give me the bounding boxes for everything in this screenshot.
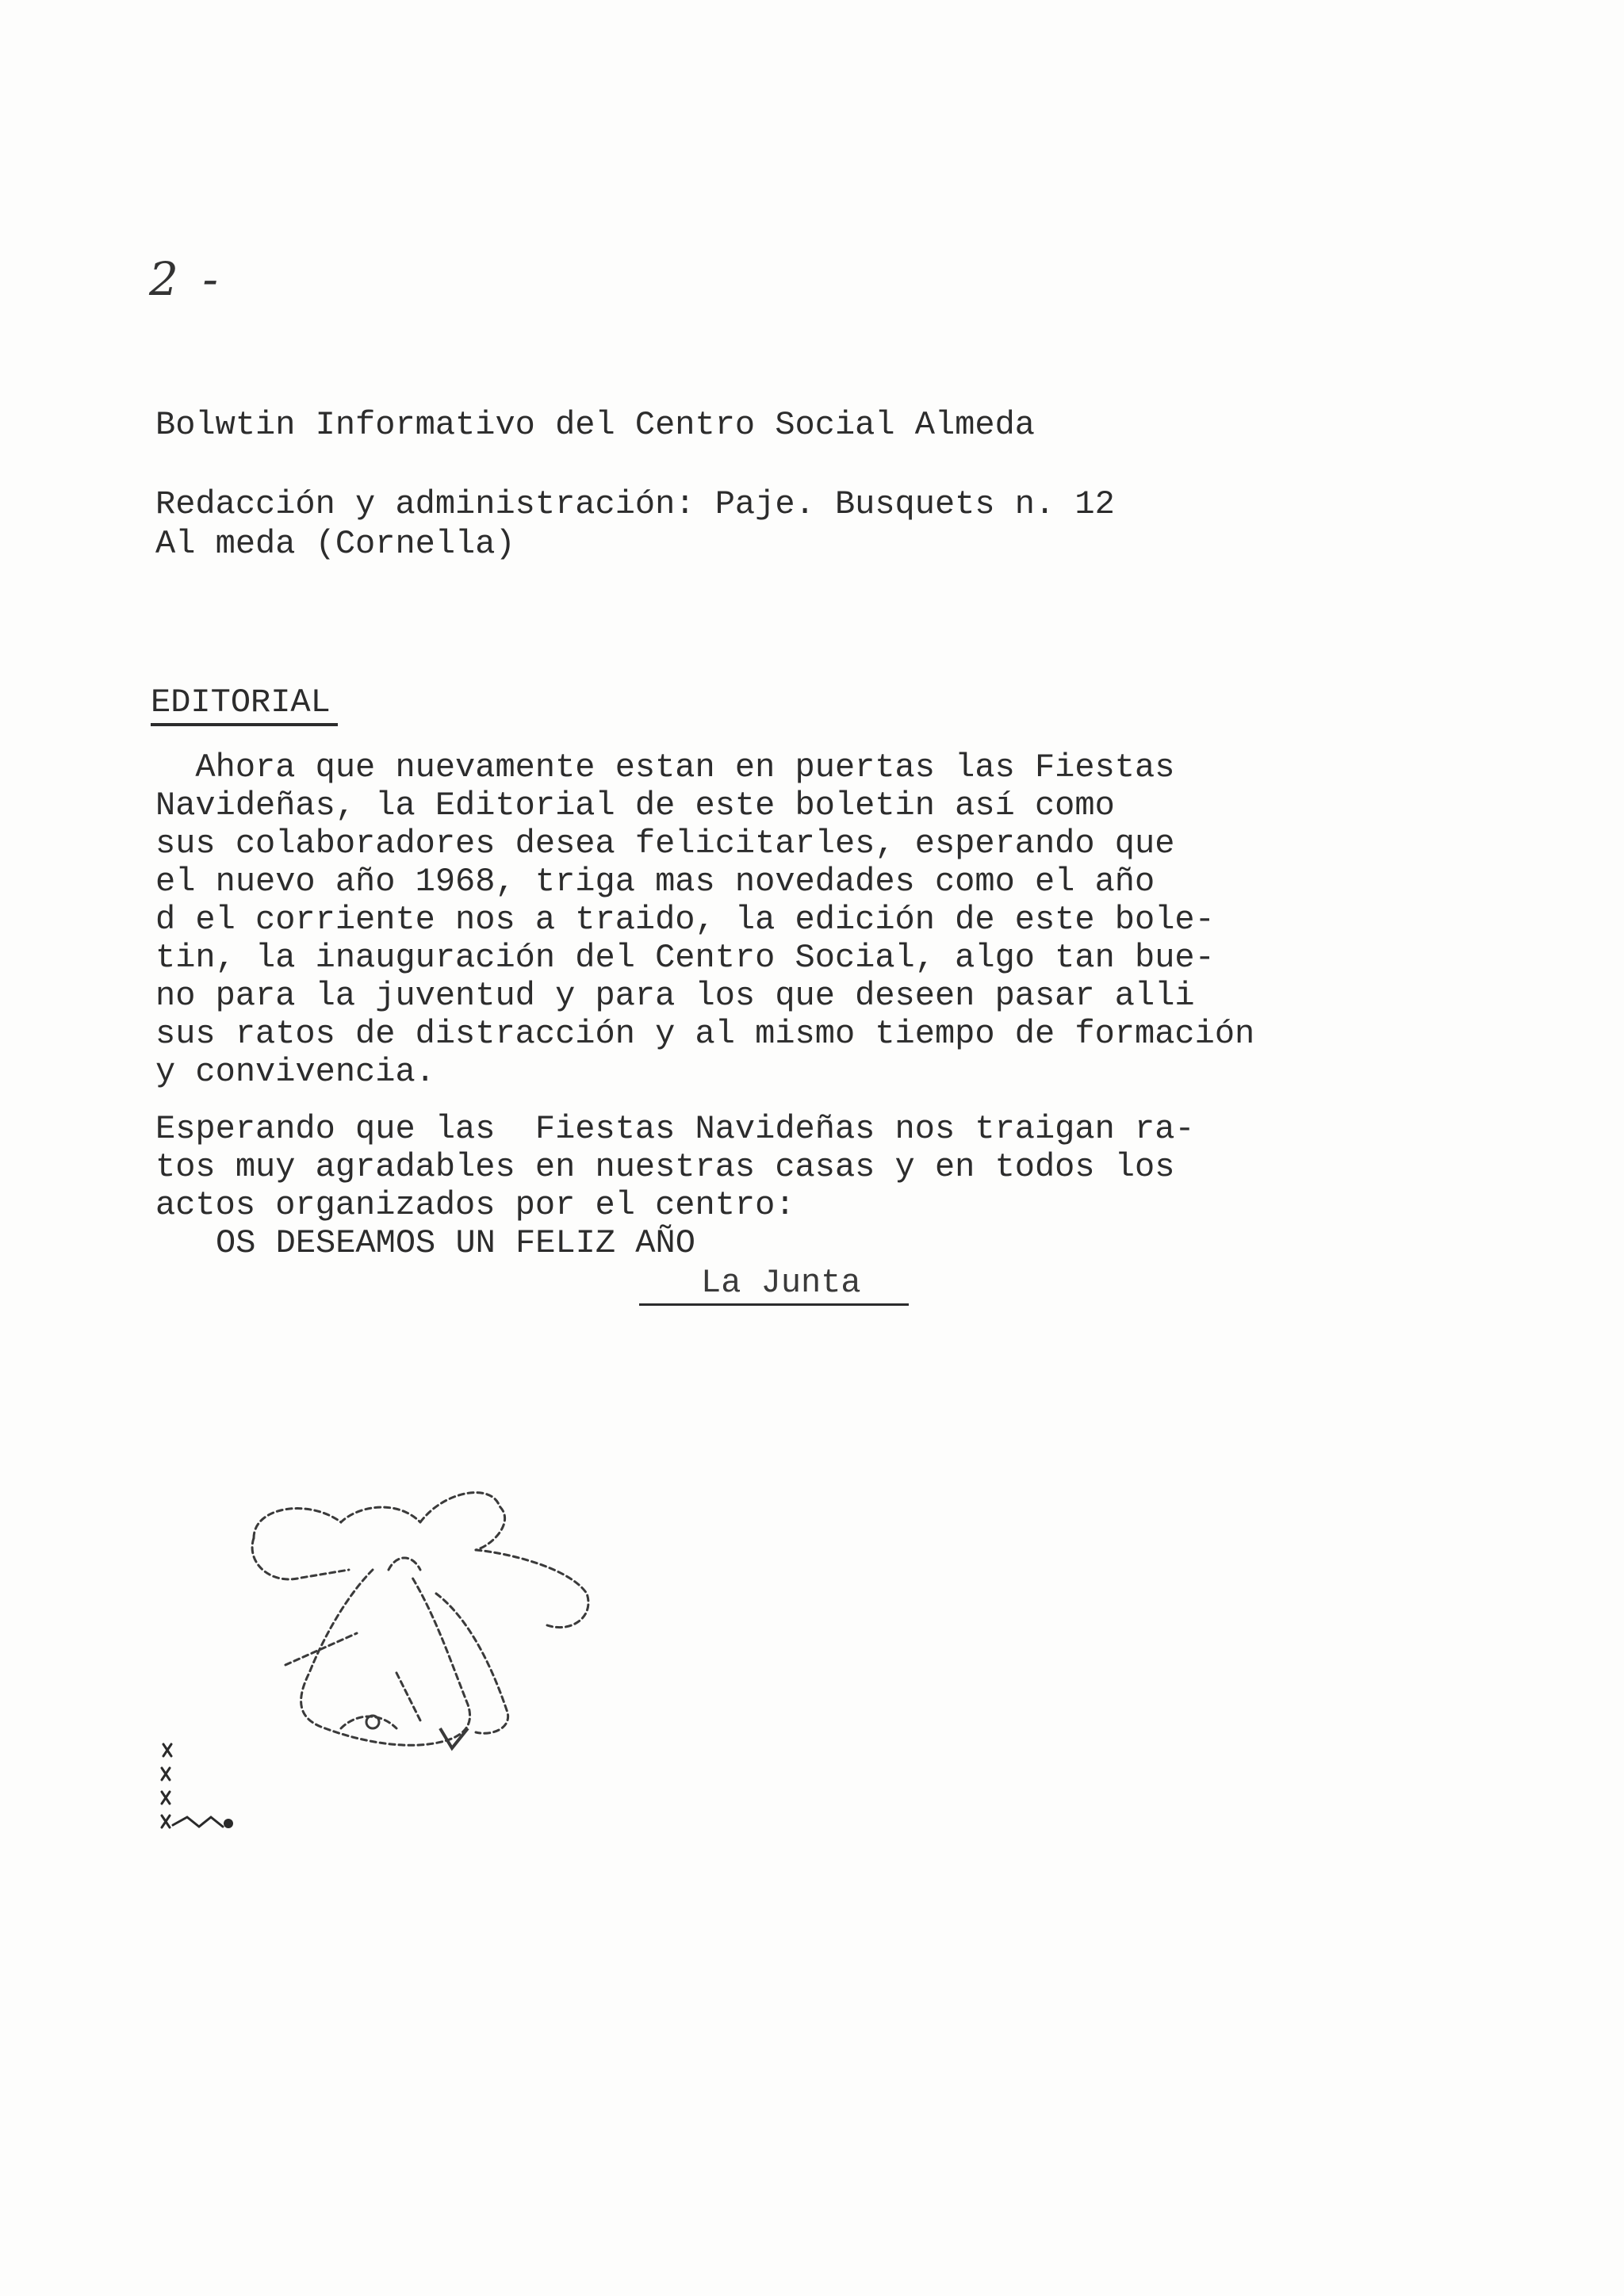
greeting-line: OS DESEAMOS UN FELIZ AÑO bbox=[216, 1224, 695, 1262]
editorial-line: tin, la inauguración del Centro Social, algo tan bue- bbox=[155, 939, 1215, 977]
editorial-line: tos muy agradables en nuestras casas y en todos los bbox=[155, 1148, 1175, 1186]
address-line: Redacción y administración: Paje. Busquets n. 12 bbox=[155, 485, 1115, 523]
address-line: Al meda (Cornella) bbox=[155, 525, 515, 563]
editorial-line: actos organizados por el centro: bbox=[155, 1186, 795, 1224]
editorial-line: d el corriente nos a traido, la edición de este bole- bbox=[155, 901, 1215, 939]
editorial-line: sus ratos de distracción y al mismo tiempo de formación bbox=[155, 1015, 1255, 1053]
editorial-line: Ahora que nuevamente estan en puertas las Fiestas bbox=[155, 748, 1175, 786]
heading-underline bbox=[151, 723, 338, 726]
bulletin-title: Bolwtin Informativo del Centro Social Almeda bbox=[155, 406, 1035, 444]
editorial-line: Navideñas, la Editorial de este boletin así como bbox=[155, 786, 1115, 825]
page-number: 2 - bbox=[149, 252, 223, 306]
editorial-heading: EDITORIAL bbox=[151, 683, 331, 721]
christmas-bell-drawing bbox=[238, 1475, 634, 1808]
editorial-line: el nuevo año 1968, triga mas novedades como el año bbox=[155, 863, 1155, 901]
editorial-line: Esperando que las Fiestas Navideñas nos traigan ra- bbox=[155, 1110, 1195, 1148]
editorial-line: sus colaboradores desea felicitarles, esperando que bbox=[155, 825, 1175, 863]
signature: La Junta bbox=[701, 1264, 861, 1302]
editorial-line: y convivencia. bbox=[155, 1053, 435, 1091]
editorial-line: no para la juventud y para los que deseen pasar alli bbox=[155, 977, 1195, 1015]
signature-underline bbox=[639, 1303, 909, 1306]
handwritten-mark bbox=[155, 1728, 243, 1855]
